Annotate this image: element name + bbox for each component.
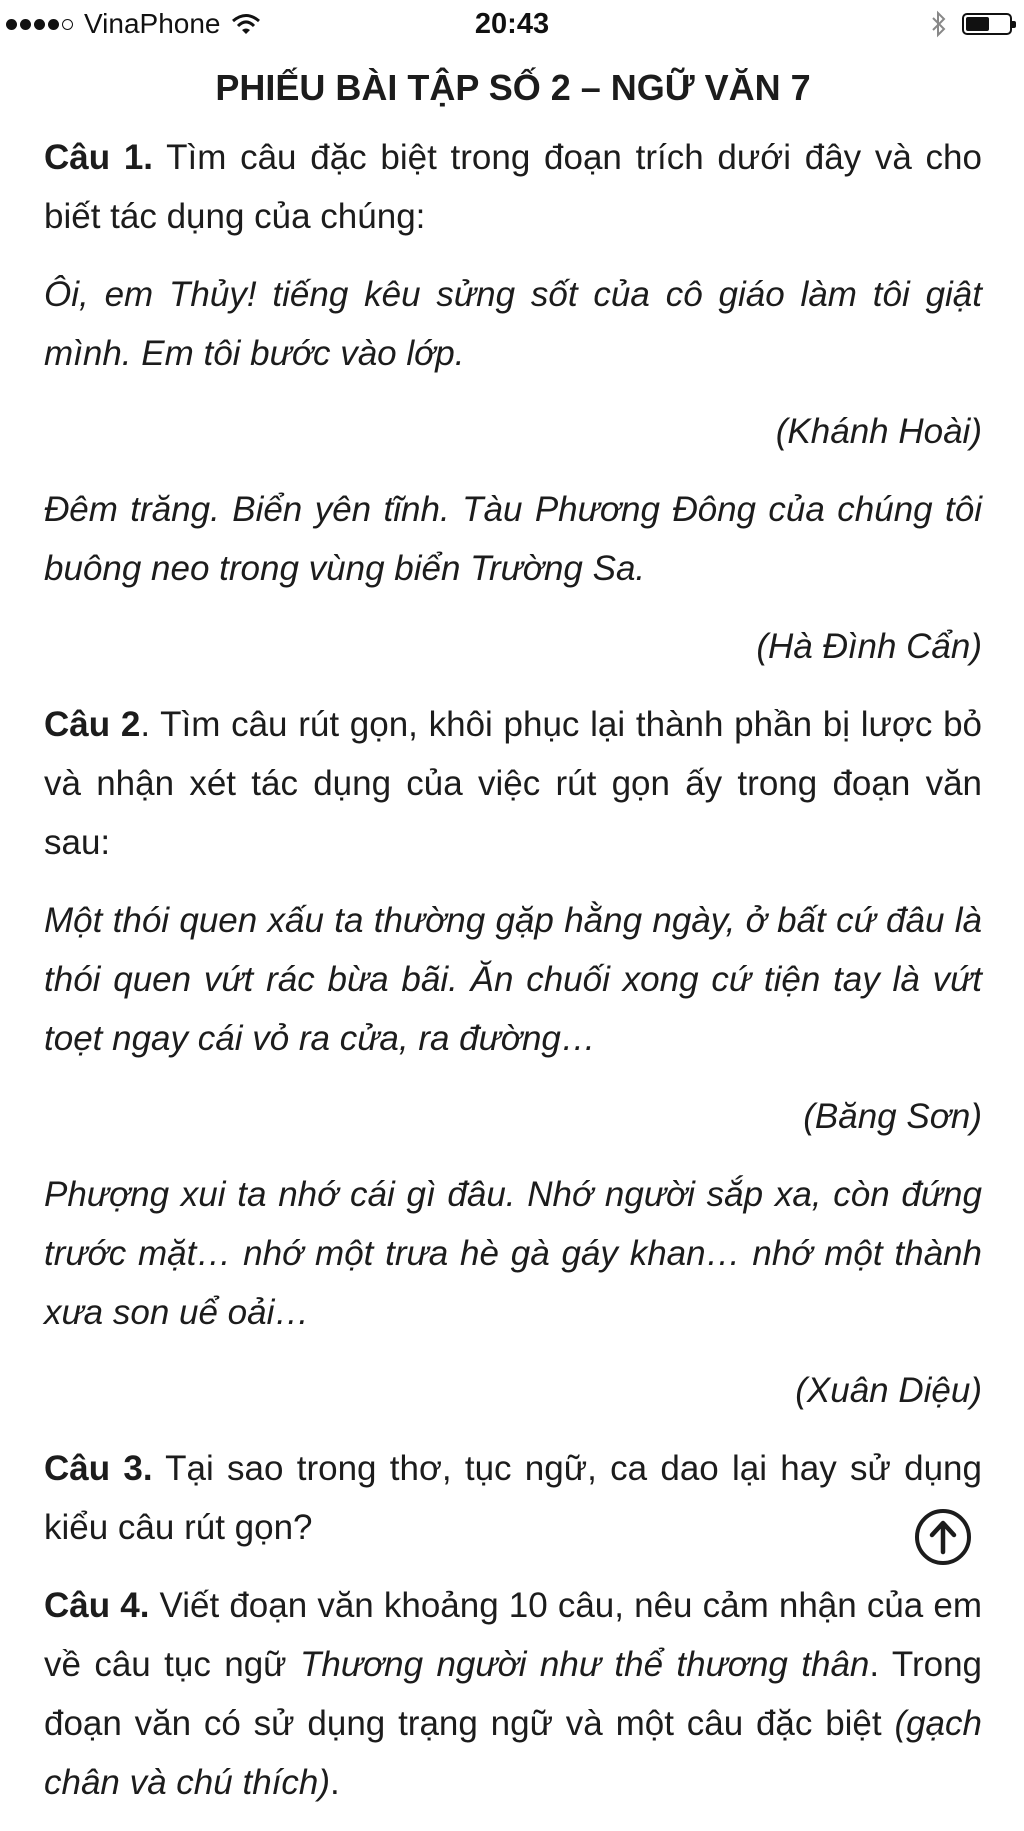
question-2-text: . Tìm câu rút gọn, khôi phục lại thành phần bị lược bỏ và nhận xét tác dụng của việc rút gọn ấy trong đoạn văn sau: bbox=[44, 705, 982, 862]
question-4 bbox=[44, 1576, 982, 1812]
battery-icon bbox=[962, 13, 1012, 35]
q1-passage-1: Ôi, em Thủy! tiếng kêu sửng sốt của cô giáo làm tôi giật mình. Em tôi bước vào lớp. bbox=[44, 275, 982, 373]
arrow-up-circle-icon bbox=[914, 1508, 972, 1566]
question-3-text: Tại sao trong thơ, tục ngữ, ca dao lại hay sử dụng kiểu câu rút gọn? bbox=[44, 1449, 982, 1547]
question-3-label: Câu 3. bbox=[44, 1449, 153, 1488]
scroll-to-top-button[interactable] bbox=[914, 1508, 972, 1566]
carrier-name: VinaPhone bbox=[84, 8, 221, 39]
question-4-note: (gạch chân và chú thích) bbox=[44, 1704, 982, 1802]
q2-passage-2: Phượng xui ta nhớ cái gì đâu. Nhớ người sắp xa, còn đứng trước mặt… nhớ một trưa hè gà gáy khan… nhớ một thành xưa son uể oải… bbox=[44, 1175, 982, 1332]
question-2 bbox=[44, 695, 982, 872]
status-right bbox=[930, 10, 1012, 38]
question-4-text-e: . bbox=[330, 1763, 340, 1802]
document-title: PHIẾU BÀI TẬP SỐ 2 – NGỮ VĂN 7 bbox=[215, 67, 811, 108]
question-4-proverb: Thương người như thể thương thân bbox=[299, 1645, 870, 1684]
question-4-text-a: Viết đoạn văn khoảng 10 câu, nêu cảm nhận của em về câu tục ngữ bbox=[44, 1586, 982, 1684]
battery-level bbox=[966, 17, 989, 31]
status-bar bbox=[0, 0, 1024, 52]
bluetooth-icon bbox=[930, 10, 948, 38]
q1-source-2: (Hà Đình Cẩn) bbox=[756, 627, 982, 666]
q2-source-2: (Xuân Diệu) bbox=[795, 1371, 982, 1410]
q1-passage-2: Đêm trăng. Biển yên tĩnh. Tàu Phương Đông của chúng tôi buông neo trong vùng biển Trường Sa. bbox=[44, 490, 982, 588]
question-1 bbox=[44, 128, 982, 246]
question-4-text-c: . Trong đoạn văn có sử dụng trạng ngữ và một câu đặc biệt bbox=[44, 1645, 982, 1743]
status-time: 20:43 bbox=[474, 8, 550, 40]
question-1-text: Tìm câu đặc biệt trong đoạn trích dưới đây và cho biết tác dụng của chúng: bbox=[44, 138, 982, 236]
question-4-label: Câu 4. bbox=[44, 1586, 150, 1625]
question-1-label: Câu 1. bbox=[44, 138, 154, 177]
document-body bbox=[44, 52, 982, 1831]
q2-passage-1: Một thói quen xấu ta thường gặp hằng ngày, ở bất cứ đâu là thói quen vứt rác bừa bãi. Ăn chuối xong cứ tiện tay là vứt toẹt ngay cái vỏ ra cửa, ra đường… bbox=[44, 901, 982, 1058]
question-3 bbox=[44, 1439, 982, 1557]
question-2-label: Câu 2 bbox=[44, 705, 141, 744]
q2-source-1: (Băng Sơn) bbox=[803, 1097, 982, 1136]
q1-source-1: (Khánh Hoài) bbox=[775, 412, 982, 451]
